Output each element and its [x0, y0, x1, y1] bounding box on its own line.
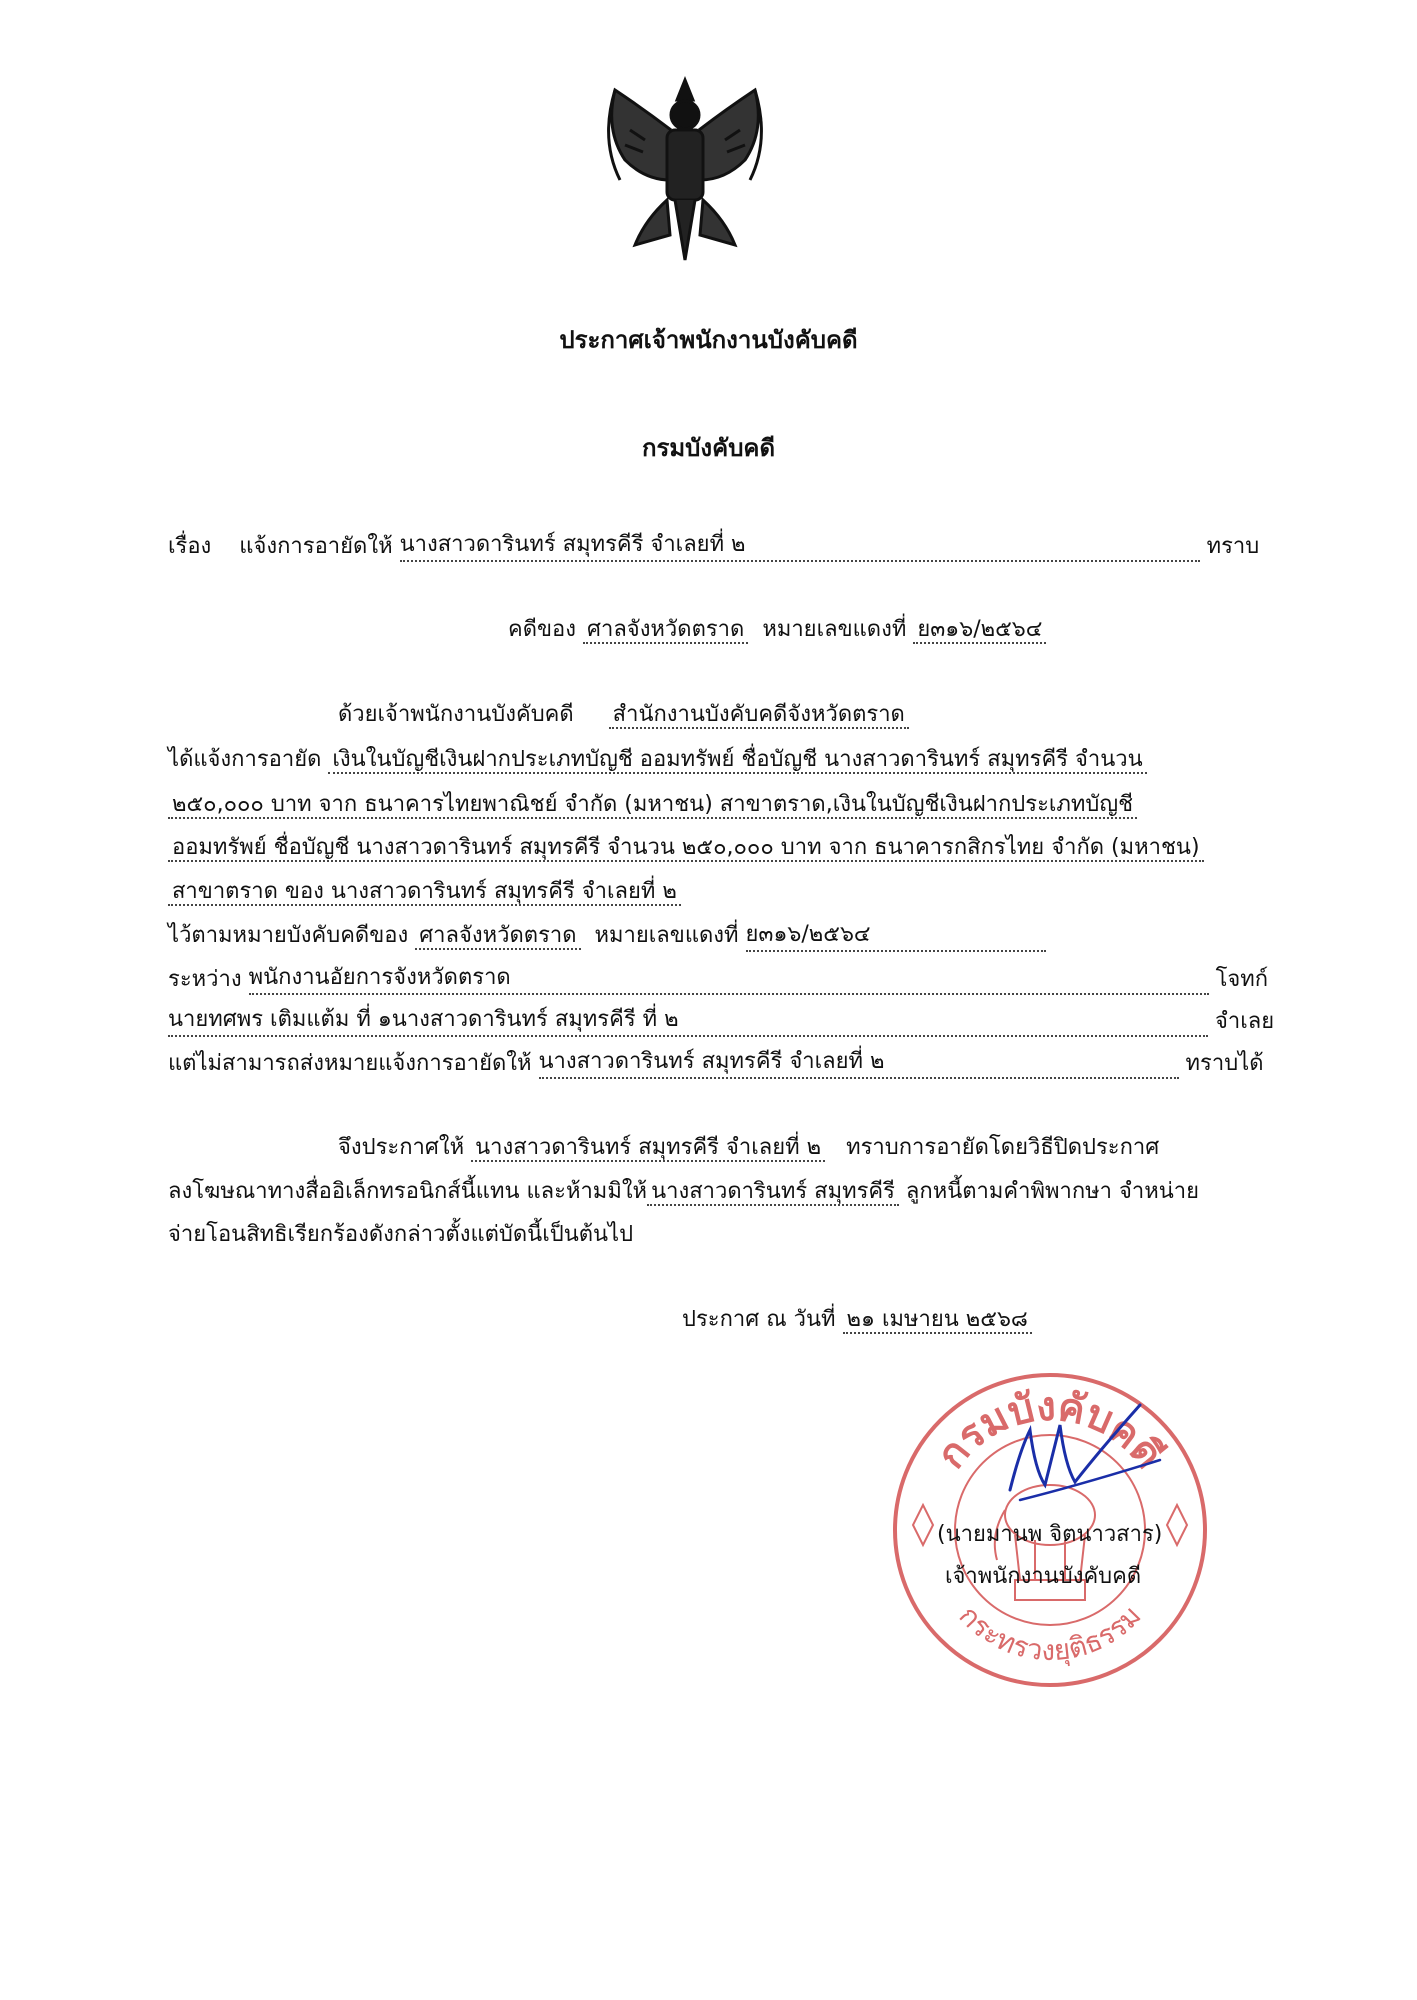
date-line: [682, 1305, 1032, 1335]
body-line2-value: ๒๕๐,๐๐๐ บาท จาก ธนาคารไทยพาณิชย์ จำกัด (มหาชน) สาขาตราด,เงินในบัญชีเงินฝากประเภทบัญชี: [168, 792, 1137, 819]
subject-prefix: แจ้งการอายัดให้: [239, 534, 393, 559]
case-prefix: คดีของ: [508, 617, 576, 642]
case-line: [508, 615, 1046, 645]
warrant-red-label: หมายเลขแดงที่: [594, 923, 739, 948]
subject-label: เรื่อง: [168, 534, 212, 559]
announce-prefix: จึงประกาศให้: [338, 1135, 465, 1160]
unable-prefix: แต่ไม่สามารถส่งหมายแจ้งการอายัดให้: [168, 1051, 532, 1076]
svg-text:กระทรวงยุติธรรม: [953, 1599, 1148, 1668]
announce-suffix: ทราบการอายัดโดยวิธีปิดประกาศ: [846, 1135, 1160, 1160]
body-line-2: [168, 790, 1137, 820]
stamp-bottom-text: กระทรวงยุติธรรม: [952, 1598, 1148, 1668]
defendants-field: [168, 1005, 1208, 1037]
announce-line2-name: นางสาวดารินทร์ สมุทรคีรี: [647, 1179, 899, 1206]
body-officer-line: [338, 700, 909, 730]
body-line-3: [168, 833, 1204, 863]
body-line-4: [168, 877, 681, 907]
warrant-red-number: ย๓๑๖/๒๕๖๔: [745, 922, 871, 947]
warrant-red-field: [746, 920, 1046, 952]
department-name: กรมบังคับคดี: [641, 434, 776, 462]
unable-name-field: [539, 1047, 1179, 1079]
announce-line3: จ่ายโอนสิทธิเรียกร้องดังกล่าวตั้งแต่บัดนี้เป็นต้นไป: [168, 1222, 634, 1247]
between-label: ระหว่าง: [168, 967, 242, 992]
subject-line: [168, 530, 1259, 562]
announce-line-1: [338, 1133, 1159, 1163]
plaintiff-role: โจทก์: [1215, 967, 1269, 992]
plaintiff-field: [249, 963, 1209, 995]
subject-name: นางสาวดารินทร์ สมุทรคีรี จำเลยที่ ๒: [399, 532, 746, 557]
body-line4-value: สาขาตราด ของ นางสาวดารินทร์ สมุทรคีรี จำเลยที่ ๒: [168, 879, 681, 906]
defendants-line: [168, 1005, 1274, 1037]
body-line3-value: ออมทรัพย์ ชื่อบัญชี นางสาวดารินทร์ สมุทรคีรี จำนวน ๒๕๐,๐๐๐ บาท จาก ธนาคารกสิกรไทย จำกัด (มหาชน): [168, 835, 1204, 862]
garuda-emblem-icon: [585, 70, 785, 270]
subject-name-field: [400, 530, 1200, 562]
announce-line-2: [168, 1177, 1199, 1207]
body-line-1: [168, 745, 1147, 775]
date-value: ๒๑ เมษายน ๒๕๖๘: [843, 1307, 1032, 1334]
signatory-position: เจ้าพนักงานบังคับคดี: [945, 1564, 1142, 1589]
unable-suffix: ทราบได้: [1185, 1051, 1264, 1076]
defendants-names: นายทศพร เติมแต้ม ที่ ๑นางสาวดารินทร์ สมุทรคีรี ที่ ๒: [168, 1007, 679, 1032]
announce-name: นางสาวดารินทร์ สมุทรคีรี จำเลยที่ ๒: [471, 1135, 825, 1162]
stamp-top-text: กรมบังคับคดี: [928, 1383, 1172, 1478]
announce-line2-suffix: ลูกหนี้ตามคำพิพากษา จำหน่าย: [905, 1179, 1200, 1204]
announce-line2-prefix: ลงโฆษณาทางสื่ออิเล็กทรอนิกส์นี้แทน และห้ามมิให้: [168, 1179, 648, 1204]
announce-line-3: [168, 1220, 633, 1250]
defendant-role: จำเลย: [1215, 1009, 1275, 1034]
case-red-number: ย๓๑๖/๒๕๖๔: [913, 617, 1046, 644]
unable-line: [168, 1047, 1264, 1079]
warrant-prefix: ไว้ตามหมายบังคับคดีของ: [168, 923, 409, 948]
warrant-line: [168, 920, 1046, 952]
body-line1-value: เงินในบัญชีเงินฝากประเภทบัญชี ออมทรัพย์ ชื่อบัญชี นางสาวดารินทร์ สมุทรคีรี จำนวน: [328, 747, 1146, 774]
subject-suffix: ทราบ: [1206, 534, 1260, 559]
case-court: ศาลจังหวัดตราด: [583, 617, 748, 644]
body-line1-prefix: ได้แจ้งการอายัด: [168, 747, 322, 772]
unable-name: นางสาวดารินทร์ สมุทรคีรี จำเลยที่ ๒: [538, 1049, 885, 1074]
signatory-name: (นายมานพ จิตนาวสาร): [937, 1522, 1163, 1547]
date-prefix: ประกาศ ณ วันที่: [682, 1307, 836, 1332]
office-name: สำนักงานบังคับคดีจังหวัดตราด: [609, 702, 909, 729]
case-red-label: หมายเลขแดงที่: [762, 617, 907, 642]
between-line: [168, 963, 1268, 995]
officer-prefix: ด้วยเจ้าพนักงานบังคับคดี: [338, 702, 574, 727]
document-title: ประกาศเจ้าพนักงานบังคับคดี: [559, 326, 858, 354]
handwritten-signature: [990, 1390, 1170, 1510]
warrant-court: ศาลจังหวัดตราด: [415, 923, 580, 950]
plaintiff-name: พนักงานอัยการจังหวัดตราด: [248, 965, 511, 990]
